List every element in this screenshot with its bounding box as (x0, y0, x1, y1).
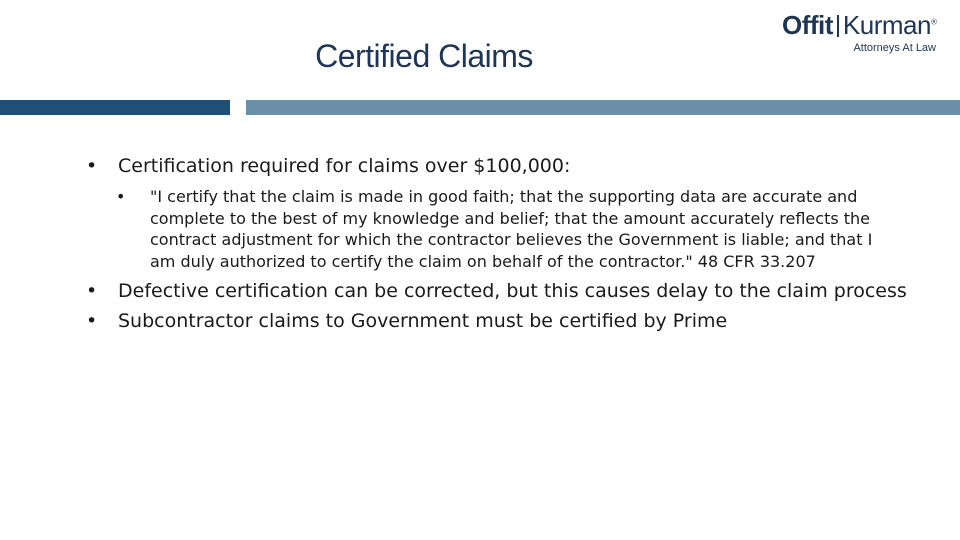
quote-line: am duly authorized to certify the claim on behalf of the contractor." 48 CFR 33.207 (150, 251, 816, 271)
header-bar-left (0, 100, 230, 115)
quote-line: "I certify that the claim is made in good faith; that the supporting data are accurate and (150, 187, 858, 206)
bullet-icon: • (86, 155, 98, 177)
bullet-icon: • (86, 280, 98, 302)
bullet-text: Subcontractor claims to Government must be certified by Prime (118, 310, 728, 332)
logo-divider (837, 15, 839, 37)
logo-name: Offit (782, 10, 833, 40)
header-bar-right (246, 100, 960, 115)
bullet-text: Certification required for claims over $100,000: (118, 155, 571, 177)
logo-name-2: Kurman (842, 10, 931, 40)
slide-title: Certified Claims (315, 38, 533, 74)
quote-line: contract adjustment for which the contractor believes the Government is liable; and that I (150, 230, 873, 249)
quote-text (150, 186, 872, 272)
bullet-icon: • (116, 187, 126, 206)
logo (778, 10, 948, 60)
registered-mark-icon: ® (930, 17, 937, 27)
quote-line: complete to the best of my knowledge and belief; that the amount accurately reflects the (150, 208, 871, 228)
logo-tagline: Attorneys At Law (853, 42, 936, 54)
bullet-text: Defective certification can be corrected, but this causes delay to the claim process (118, 280, 907, 302)
bullet-icon: • (86, 310, 98, 332)
